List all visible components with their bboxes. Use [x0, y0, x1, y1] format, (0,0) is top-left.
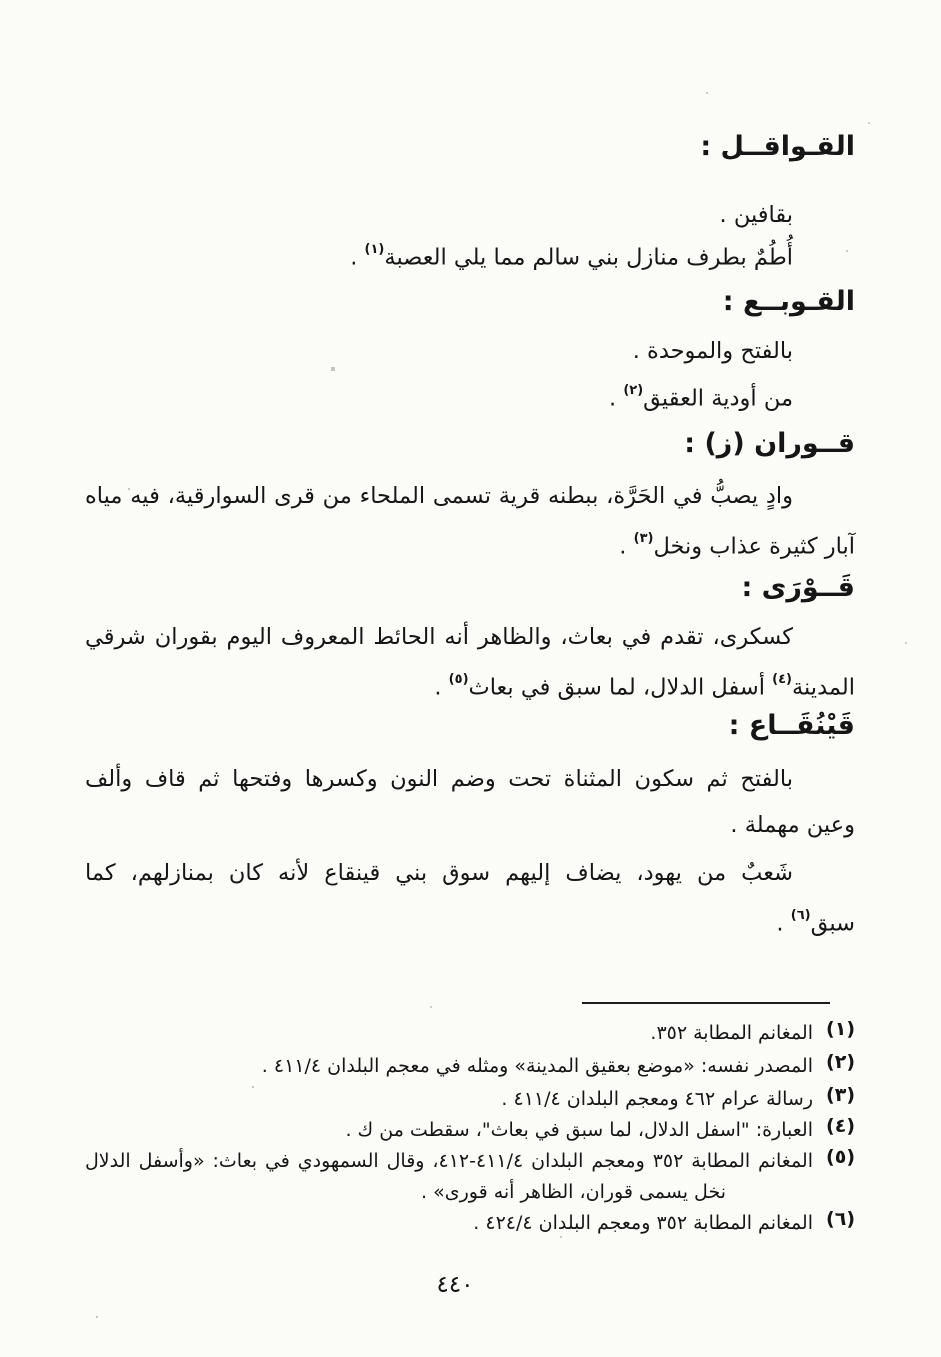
footnote-text: المغانم المطابة ٣٥٢ ومعجم البلدان ٤١١/٤-٤١٢، وقال السمهودي في بعاث: «وأسفل الدلال [85, 1150, 813, 1172]
text-run: . [350, 244, 365, 271]
body-line [85, 479, 855, 513]
footnote-marker: (٣) [633, 531, 654, 546]
footnote-marker: (٢) [623, 383, 644, 398]
body-line [85, 856, 855, 890]
footnote-marker: (٦) [790, 908, 811, 923]
text-run: أُطُمٌ بطرف منازل بني سالم مما يلي العصبة [384, 244, 793, 271]
body-line [85, 762, 855, 796]
text-run: . [776, 910, 791, 937]
body-line [85, 666, 855, 705]
footnote-body [85, 1018, 813, 1049]
footnote-number: (٥) [826, 1146, 855, 1168]
footnote-marker: (٤) [772, 672, 792, 687]
entry-heading-qaynuqa: قَيْنُقَــاع : [728, 710, 855, 741]
footnote-text: العبارة: "اسفل الدلال، لما سبق في بعاث"، سقطت من ك . [345, 1119, 813, 1141]
body-line [85, 236, 855, 275]
footnote-separator [582, 1002, 830, 1004]
page-number: ٤٤٠ [436, 1272, 474, 1298]
footnote-item [85, 1084, 855, 1115]
text-run: وعين مهملة . [730, 812, 855, 838]
text-run: شَعبٌ من يهود، يضاف إليهم سوق بني قينقاع لأنه كان بمنازلهم، كما [85, 860, 793, 886]
footnote-marker: (١) [364, 242, 385, 257]
footnote-number: (٦) [826, 1208, 855, 1230]
text-block [85, 0, 855, 1357]
text-run: وادٍ يصبُّ في الحَرَّة، ببطنه قرية تسمى الملحاء من قرى السوارقية، فيه مياه [85, 483, 793, 509]
entry-heading-qawba: القـوبــع : [722, 286, 855, 317]
text-run: سبق [810, 910, 855, 937]
footnote-item [85, 1051, 855, 1082]
footnote-marker: (٥) [448, 672, 469, 687]
text-run: . [619, 533, 634, 560]
footnote-text: نخل يسمى قوران، الظاهر أنه قورى» . [421, 1181, 726, 1203]
text-run: أسفل الدلال، لما سبق في بعاث [468, 674, 773, 701]
body-line [85, 377, 855, 416]
text-run: بالفتح والموحدة . [632, 338, 793, 364]
text-run: كسكرى، تقدم في بعاث، والظاهر أنه الحائط المعروف اليوم بقوران شرقي [85, 624, 793, 650]
scan-noise [0, 0, 2, 2]
footnote-text: المغانم المطابة ٣٥٢. [650, 1022, 813, 1044]
footnote-item [85, 1115, 855, 1146]
body-line [85, 198, 855, 232]
footnote-body [85, 1115, 813, 1146]
footnote-number: (٤) [826, 1115, 855, 1137]
footnote-number: (٢) [826, 1051, 855, 1073]
entry-heading-qawra: قَــوْرَى : [741, 572, 855, 603]
body-line [85, 620, 855, 654]
text-run: من أودية العقيق [643, 385, 793, 412]
entry-heading-qawran: قــوران (ز) : [684, 428, 855, 459]
footnote-body [85, 1051, 813, 1082]
text-run: . [434, 674, 449, 701]
footnote-item [85, 1146, 855, 1208]
entry-heading-qawaqil: القـواقــل : [700, 131, 855, 162]
footnote-number: (٣) [826, 1084, 855, 1106]
text-run: بالفتح ثم سكون المثناة تحت وضم النون وكسرها وفتحها ثم قاف وألف [85, 766, 793, 792]
footnote-text: المغانم المطابة ٣٥٢ ومعجم البلدان ٤٢٤/٤ . [473, 1212, 813, 1234]
footnote-number: (١) [826, 1018, 855, 1040]
body-line [85, 525, 855, 564]
footnote-item [85, 1018, 855, 1049]
text-run: . [609, 385, 624, 412]
footnote-item [85, 1208, 855, 1239]
footnote-body [85, 1146, 813, 1208]
body-line [85, 808, 855, 842]
text-run: بقافين . [719, 202, 793, 228]
footnote-body [85, 1208, 813, 1239]
footnote-body [85, 1084, 813, 1115]
footnote-text: المصدر نفسه: «موضع بعقيق المدينة» ومثله في معجم البلدان ٤١١/٤ . [261, 1055, 813, 1077]
body-line [85, 334, 855, 368]
text-run: المدينة [791, 674, 855, 701]
body-line [85, 902, 855, 941]
text-run: آبار كثيرة عذاب ونخل [653, 533, 855, 560]
footnote-text: رسالة عرام ٤٦٢ ومعجم البلدان ٤١١/٤ . [501, 1088, 813, 1110]
